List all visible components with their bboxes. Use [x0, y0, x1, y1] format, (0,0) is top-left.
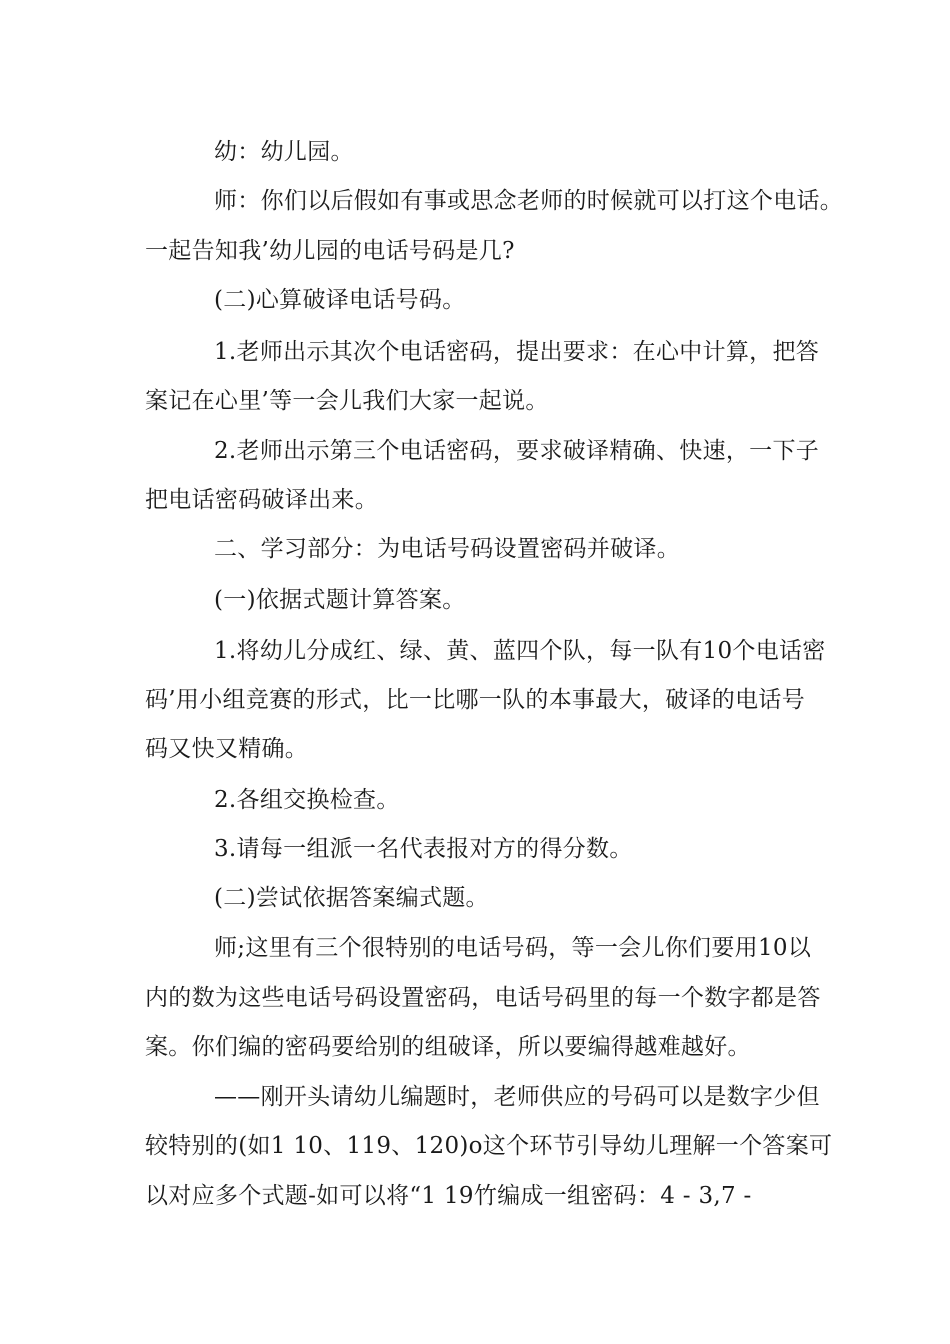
paragraph-line: 3.请每一组派一名代表报对方的得分数。	[214, 836, 633, 862]
paragraph-line: 以对应多个式题-如可以将“1 19竹编成一组密码：4 - 3,7 -	[145, 1183, 752, 1209]
paragraph-line: 师;这里有三个很特别的电话号码，等一会儿你们要用10以	[214, 935, 812, 961]
section-heading: (二)尝试依据答案编式题。	[214, 885, 489, 911]
paragraph-line: 案记在心里’等一会儿我们大家一起说。	[145, 388, 549, 414]
paragraph-line: 较特别的(如1 10、119、120)o这个环节引导幼儿理解一个答案可	[145, 1133, 833, 1159]
paragraph-line: 一起告知我’幼儿园的电话号码是几?	[145, 238, 515, 264]
section-heading: (一)依据式题计算答案。	[214, 587, 466, 613]
section-heading: (二)心算破译电话号码。	[214, 287, 466, 313]
paragraph-line: 2.老师出示第三个电话密码，要求破译精确、快速，一下子	[214, 438, 820, 464]
paragraph-line: 把电话密码破译出来。	[145, 487, 378, 513]
paragraph-line: 内的数为这些电话号码设置密码，电话号码里的每一个数字都是答	[145, 985, 821, 1011]
paragraph-line: 1.老师出示其次个电话密码，提出要求：在心中计算，把答	[214, 339, 820, 365]
paragraph-line: ——刚开头请幼儿编题时，老师供应的号码可以是数字少但	[214, 1084, 820, 1110]
paragraph-line: 码又快又精确。	[145, 736, 309, 762]
paragraph-line: 1.将幼儿分成红、绿、黄、蓝四个队，每一队有10个电话密	[214, 638, 826, 664]
paragraph-line: 幼：幼儿园。	[214, 139, 354, 165]
paragraph-line: 案。你们编的密码要给别的组破译，所以要编得越难越好。	[145, 1034, 751, 1060]
section-heading: 二、学习部分：为电话号码设置密码并破译。	[214, 536, 680, 562]
paragraph-line: 码’用小组竞赛的形式，比一比哪一队的本事最大，破译的电话号	[145, 687, 806, 713]
paragraph-line: 2.各组交换检查。	[214, 787, 400, 813]
paragraph-line: 师：你们以后假如有事或思念老师的时候就可以打这个电话。	[214, 188, 844, 214]
